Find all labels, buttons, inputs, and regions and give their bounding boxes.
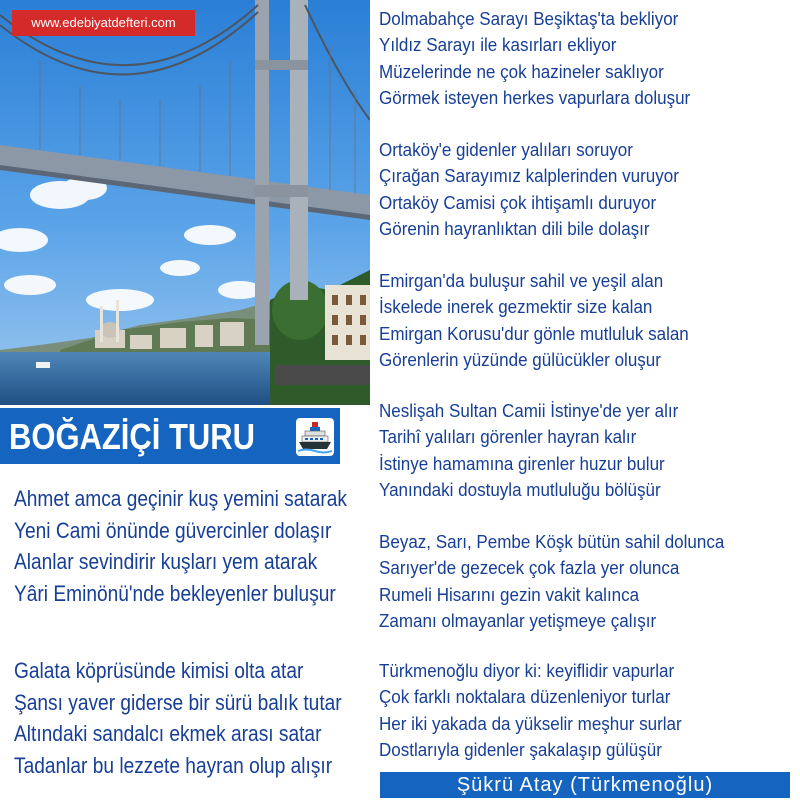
poem-line: Sarıyer'de gezecek çok fazla yer olunca [379,557,680,579]
stanza [379,658,708,764]
stanza [379,6,717,112]
poem-line: Türkmenoğlu diyor ki: keyiflidir vapurlar [379,660,675,681]
poem-line: Her iki yakada da yükselir meşhur surlar [379,712,682,734]
poem-line: İstinye hamamına girenler huzur bulur [379,452,665,474]
poem-line: Beyaz, Sarı, Pembe Köşk bütün sahil dolunca [379,531,725,552]
poem-line: Ortaköy Camisi çok ihtişamlı duruyor [379,191,657,213]
poem-line: Altındaki sandalcı ekmek arası satar [14,721,322,746]
poem-line: İskelede inerek gezmektir size kalan [379,296,653,318]
stanza [379,268,716,374]
poem-line: Yıldız Sarayı ile kasırları ekliyor [379,34,617,56]
site-url-badge[interactable]: www.edebiyatdefteri.com [12,10,195,36]
poem-line: Çırağan Sarayımız kalplerinden vuruyor [379,165,679,187]
poem-line: Emirgan'da buluşur sahil ve yeşil alan [379,270,664,291]
poem-line: Galata köprüsünde kimisi olta atar [14,658,304,683]
poem-line: Dostlarıyla gidenler şakalaşıp gülüşür [379,739,662,761]
poem-line: Dolmabahçe Sarayı Beşiktaş'ta bekliyor [379,8,679,29]
poem-title: BOĞAZİÇİ TURU [9,416,255,457]
bridge-landscape-illustration [0,0,370,405]
stanza [379,529,754,635]
poem-line: Tarihî yalıları görenler hayran kalır [379,426,637,448]
bosphorus-bridge-photo [0,0,370,405]
poem-line: Şansı yaver giderse bir sürü balık tutar [14,689,342,715]
poem-line: Yanındaki dostuyla mutluluğu bölüşür [379,479,661,501]
poem-line: Ortaköy'e gidenler yalıları soruyor [379,139,633,160]
poem-line: Zamanı olmayanlar yetişmeye çalışır [379,610,657,632]
stanza [379,137,705,243]
poem-line: Neslişah Sultan Camii İstinye'de yer alır [379,400,679,421]
stanza [379,398,704,504]
poem-line: Ahmet amca geçinir kuş yemini satarak [14,486,347,511]
poem-line: Yeni Cami önünde güvercinler dolaşır [14,517,332,543]
poem-line: Rumeli Hisarını gezin vakit kalınca [379,583,640,605]
poem-line: Çok farklı noktalara düzenleniyor turlar [379,686,671,708]
title-banner [0,408,340,464]
poem-line: Emirgan Korusu'dur gönle mutluluk salan [379,322,689,344]
poem-line: Tadanlar bu lezzete hayran olup alışır [14,752,333,778]
poem-line: Görenlerin yüzünde gülücükler oluşur [379,349,661,371]
poem-line: Alanlar sevindirir kuşları yem atarak [14,549,318,574]
stanza [14,655,391,781]
poem-line: Görenin hayranlıktan dili bile dolaşır [379,218,650,240]
poem-line: Yâri Eminönü'nde bekleyenler buluşur [14,580,336,606]
author-signature: Şükrü Atay (Türkmenoğlu) [380,772,790,798]
ship-icon [296,418,334,456]
stanza [14,483,397,609]
poem-line: Müzelerinde ne çok hazineler saklıyor [379,60,664,82]
poem-line: Görmek isteyen herkes vapurlara doluşur [379,87,691,109]
